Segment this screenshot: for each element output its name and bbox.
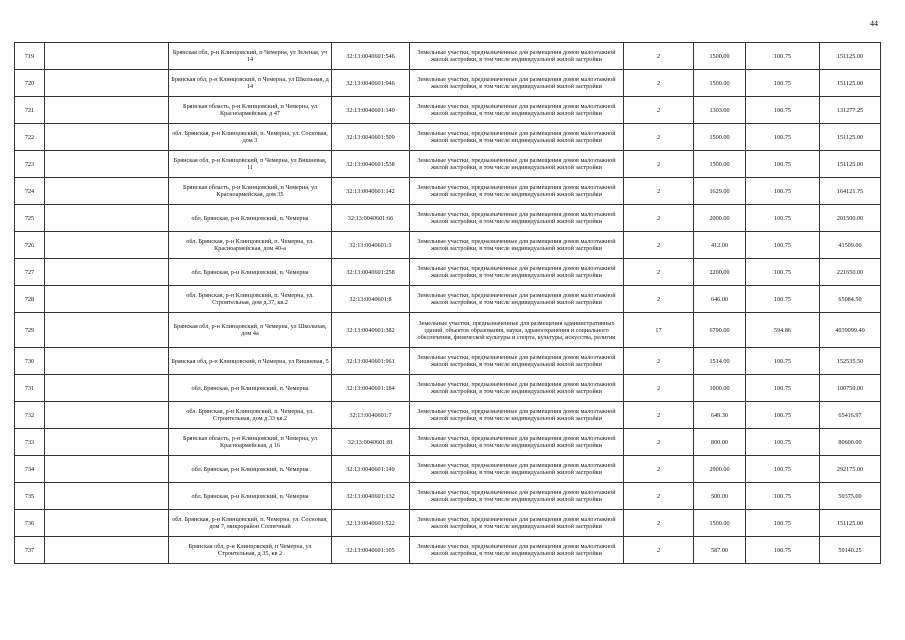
blank-cell [45,97,169,124]
cadastral-number-cell: 32:13:0040601:258 [332,259,410,286]
land-use-purpose-cell: Земельные участки, предназначенные для размещения домов малоэтажной жилой застройки, в том числе индивидуальной жилой застройки [410,178,624,205]
blank-cell [45,232,169,259]
cadastral-value-cell: 221650.00 [820,259,881,286]
group-code-cell: 2 [624,537,694,564]
address-cell: обл. Брянская, р-н Клинцовский, п. Чемерна, ул. Сосновая, дом 3 [169,124,332,151]
group-code-cell: 2 [624,348,694,375]
area-cell: 800.00 [694,429,746,456]
group-code-cell: 2 [624,429,694,456]
address-cell: Брянская обл, р-н Клинцовский, п Чемерна, ул Вишневая, 11 [169,151,332,178]
cadastral-value-cell: 151125.00 [820,124,881,151]
cadastral-number-cell: 32:13:0040601:8 [332,286,410,313]
cadastral-number-cell: 32:13:0040601:961 [332,348,410,375]
specific-value-cell: 100.75 [746,178,820,205]
blank-cell [45,537,169,564]
row-number-cell: 727 [15,259,45,286]
table-row [15,151,881,178]
table-row [15,124,881,151]
specific-value-cell: 100.75 [746,510,820,537]
table-row [15,205,881,232]
table-row [15,537,881,564]
cadastral-value-cell: 41509.00 [820,232,881,259]
area-cell: 500.00 [694,483,746,510]
cadastral-number-cell: 32:13:0040601:509 [332,124,410,151]
address-cell: Брянская область, р-н Клинцовский, п Чемерна, ул Красноармейская, д 47 [169,97,332,124]
specific-value-cell: 594.86 [746,313,820,348]
group-code-cell: 2 [624,510,694,537]
cadastral-number-cell: 32:13:0040601:382 [332,313,410,348]
group-code-cell: 2 [624,286,694,313]
table-row [15,43,881,70]
row-number-cell: 735 [15,483,45,510]
group-code-cell: 2 [624,43,694,70]
cadastral-value-cell: 131277.25 [820,97,881,124]
specific-value-cell: 100.75 [746,286,820,313]
address-cell: обл. Брянская, р-н Клинцовский, п. Чемерна [169,483,332,510]
cadastral-number-cell: 32:13:0040601:105 [332,537,410,564]
area-cell: 587.00 [694,537,746,564]
row-number-cell: 725 [15,205,45,232]
address-cell: обл. Брянская, р-н Клинцовский, п. Чемерна, ул. Строительная, дом д.37, кв.2 [169,286,332,313]
group-code-cell: 2 [624,375,694,402]
blank-cell [45,375,169,402]
group-code-cell: 2 [624,402,694,429]
area-cell: 412.00 [694,232,746,259]
address-cell: обл. Брянская, р-н Клинцовский, п. Чемерна [169,205,332,232]
address-cell: Брянская обл, р-н Клинцовский, п Чемерна, ул Вишневая, 5 [169,348,332,375]
row-number-cell: 724 [15,178,45,205]
cadastral-number-cell: 32:13:0040601:81 [332,429,410,456]
address-cell: обл. Брянская, р-н Клинцовский, п. Чемерна [169,259,332,286]
specific-value-cell: 100.75 [746,43,820,70]
address-cell: Брянская обл, р-н Клинцовский, п Чемерна, ул Школьная, д 14 [169,70,332,97]
group-code-cell: 17 [624,313,694,348]
row-number-cell: 723 [15,151,45,178]
row-number-cell: 729 [15,313,45,348]
area-cell: 1500.00 [694,124,746,151]
cadastral-value-cell: 4039099.40 [820,313,881,348]
specific-value-cell: 100.75 [746,151,820,178]
group-code-cell: 2 [624,70,694,97]
address-cell: Брянская обл, р-н Клинцовский, п Чемерна, ул Зеленая, уч 14 [169,43,332,70]
table-row [15,178,881,205]
area-cell: 649.30 [694,402,746,429]
table-row [15,259,881,286]
land-use-purpose-cell: Земельные участки, предназначенные для размещения домов малоэтажной жилой застройки, в том числе индивидуальной жилой застройки [410,429,624,456]
row-number-cell: 733 [15,429,45,456]
row-number-cell: 720 [15,70,45,97]
area-cell: 1500.00 [694,510,746,537]
land-use-purpose-cell: Земельные участки, предназначенные для размещения домов малоэтажной жилой застройки, в том числе индивидуальной жилой застройки [410,510,624,537]
cadastral-number-cell: 32:13:0040601:7 [332,402,410,429]
table-row [15,232,881,259]
area-cell: 2200.00 [694,259,746,286]
area-cell: 646.00 [694,286,746,313]
area-cell: 1629.00 [694,178,746,205]
blank-cell [45,456,169,483]
land-use-purpose-cell: Земельные участки, предназначенные для размещения домов малоэтажной жилой застройки, в том числе индивидуальной жилой застройки [410,483,624,510]
group-code-cell: 2 [624,97,694,124]
cadastral-value-cell: 80600.00 [820,429,881,456]
specific-value-cell: 100.75 [746,456,820,483]
address-cell: Брянская обл, р-н Клинцовский, п Чемерна, ул Школьная, дом 4а [169,313,332,348]
specific-value-cell: 100.75 [746,537,820,564]
land-use-purpose-cell: Земельные участки, предназначенные для размещения домов малоэтажной жилой застройки, в том числе индивидуальной жилой застройки [410,375,624,402]
land-use-purpose-cell: Земельные участки, предназначенные для размещения домов малоэтажной жилой застройки, в том числе индивидуальной жилой застройки [410,259,624,286]
address-cell: Брянская область, р-н Клинцовский, п Чемерна, ул Красноармейская, д 16 [169,429,332,456]
table-row [15,313,881,348]
cadastral-number-cell: 32:13:0040601:149 [332,456,410,483]
specific-value-cell: 100.75 [746,375,820,402]
blank-cell [45,124,169,151]
row-number-cell: 721 [15,97,45,124]
address-cell: обл. Брянская, р-н Клинцовский, п. Чемерна, ул. Красноармейская, дом 40-а [169,232,332,259]
blank-cell [45,402,169,429]
area-cell: 1303.00 [694,97,746,124]
row-number-cell: 730 [15,348,45,375]
cadastral-number-cell: 32:13:0040601:538 [332,151,410,178]
table-row [15,375,881,402]
address-cell: Брянская область, р-н Клинцовский, п Чемерна, ул Красноармейская, дом 35 [169,178,332,205]
area-cell: 2000.00 [694,205,746,232]
cadastral-value-cell: 50375.00 [820,483,881,510]
address-cell: Брянская обл, р-н Клинцовский, п Чемерна, ул Строительная, д 35, кв 2 [169,537,332,564]
land-use-purpose-cell: Земельные участки, предназначенные для размещения домов малоэтажной жилой застройки, в том числе индивидуальной жилой застройки [410,402,624,429]
blank-cell [45,178,169,205]
page-number: 44 [870,19,878,28]
land-use-purpose-cell: Земельные участки, предназначенные для размещения домов малоэтажной жилой застройки, в том числе индивидуальной жилой застройки [410,205,624,232]
row-number-cell: 734 [15,456,45,483]
address-cell: обл. Брянская, р-н Клинцовский, п. Чемерна [169,456,332,483]
group-code-cell: 2 [624,124,694,151]
row-number-cell: 732 [15,402,45,429]
land-use-purpose-cell: Земельные участки, предназначенные для размещения домов малоэтажной жилой застройки, в том числе индивидуальной жилой застройки [410,124,624,151]
specific-value-cell: 100.75 [746,97,820,124]
specific-value-cell: 100.75 [746,205,820,232]
area-cell: 1500.00 [694,70,746,97]
address-cell: обл. Брянская, р-н Клинцовский, п. Чемерна [169,375,332,402]
land-use-purpose-cell: Земельные участки, предназначенные для размещения домов малоэтажной жилой застройки, в том числе индивидуальной жилой застройки [410,43,624,70]
cadastral-value-cell: 65084.50 [820,286,881,313]
blank-cell [45,483,169,510]
row-number-cell: 731 [15,375,45,402]
specific-value-cell: 100.75 [746,124,820,151]
blank-cell [45,70,169,97]
specific-value-cell: 100.75 [746,429,820,456]
land-use-purpose-cell: Земельные участки, предназначенные для размещения домов малоэтажной жилой застройки, в том числе индивидуальной жилой застройки [410,537,624,564]
group-code-cell: 2 [624,259,694,286]
table-row [15,402,881,429]
area-cell: 1500.00 [694,151,746,178]
blank-cell [45,429,169,456]
cadastral-value-cell: 201500.00 [820,205,881,232]
specific-value-cell: 100.75 [746,402,820,429]
table-row [15,429,881,456]
land-use-purpose-cell: Земельные участки, предназначенные для размещения домов малоэтажной жилой застройки, в том числе индивидуальной жилой застройки [410,348,624,375]
blank-cell [45,259,169,286]
blank-cell [45,313,169,348]
table-row [15,70,881,97]
blank-cell [45,348,169,375]
group-code-cell: 2 [624,232,694,259]
cadastral-number-cell: 32:13:0040601:522 [332,510,410,537]
group-code-cell: 2 [624,151,694,178]
cadastral-number-cell: 32:13:0040601:546 [332,43,410,70]
land-use-purpose-cell: Земельные участки, предназначенные для размещения административных зданий, объектов образования, науки, здравоохранения и социального обеспечения, физической культуры и спорта, культуры, искусства, религии [410,313,624,348]
table-body [15,43,881,564]
cadastral-value-cell: 65416.97 [820,402,881,429]
row-number-cell: 737 [15,537,45,564]
blank-cell [45,205,169,232]
cadastral-value-cell: 164121.75 [820,178,881,205]
area-cell: 6790.00 [694,313,746,348]
specific-value-cell: 100.75 [746,483,820,510]
blank-cell [45,151,169,178]
address-cell: обл. Брянская, р-н Клинцовский, п. Чемерна, ул. Строительная, дом д.33 кв.2 [169,402,332,429]
cadastral-value-cell: 151125.00 [820,70,881,97]
land-use-purpose-cell: Земельные участки, предназначенные для размещения домов малоэтажной жилой застройки, в том числе индивидуальной жилой застройки [410,70,624,97]
table-row [15,97,881,124]
area-cell: 1514.00 [694,348,746,375]
table-row [15,483,881,510]
row-number-cell: 728 [15,286,45,313]
cadastral-number-cell: 32:13:0040601:140 [332,97,410,124]
area-cell: 1500.00 [694,43,746,70]
row-number-cell: 719 [15,43,45,70]
land-use-purpose-cell: Земельные участки, предназначенные для размещения домов малоэтажной жилой застройки, в том числе индивидуальной жилой застройки [410,232,624,259]
land-use-purpose-cell: Земельные участки, предназначенные для размещения домов малоэтажной жилой застройки, в том числе индивидуальной жилой застройки [410,286,624,313]
blank-cell [45,510,169,537]
table-row [15,286,881,313]
cadastral-number-cell: 32:13:0040601:142 [332,178,410,205]
cadastral-number-cell: 32:13:0040601:946 [332,70,410,97]
blank-cell [45,286,169,313]
area-cell: 2900.00 [694,456,746,483]
land-use-purpose-cell: Земельные участки, предназначенные для размещения домов малоэтажной жилой застройки, в том числе индивидуальной жилой застройки [410,151,624,178]
group-code-cell: 2 [624,456,694,483]
cadastral-number-cell: 32:13:0040601:132 [332,483,410,510]
row-number-cell: 736 [15,510,45,537]
cadastral-number-cell: 32:13:0040601:3 [332,232,410,259]
address-cell: обл. Брянская, р-н Клинцовский, п. Чемерна, ул. Сосновая, дом 7, микрорайон Солнечный [169,510,332,537]
specific-value-cell: 100.75 [746,348,820,375]
land-use-purpose-cell: Земельные участки, предназначенные для размещения домов малоэтажной жилой застройки, в том числе индивидуальной жилой застройки [410,97,624,124]
cadastral-value-cell: 292175.00 [820,456,881,483]
group-code-cell: 2 [624,205,694,232]
cadastral-number-cell: 32:13:0040601:184 [332,375,410,402]
table-row [15,348,881,375]
blank-cell [45,43,169,70]
group-code-cell: 2 [624,178,694,205]
land-plots-table [14,42,881,564]
specific-value-cell: 100.75 [746,259,820,286]
cadastral-value-cell: 151125.00 [820,510,881,537]
cadastral-value-cell: 151125.00 [820,43,881,70]
cadastral-value-cell: 151125.00 [820,151,881,178]
specific-value-cell: 100.75 [746,70,820,97]
group-code-cell: 2 [624,483,694,510]
cadastral-number-cell: 32:13:0040601:66 [332,205,410,232]
land-use-purpose-cell: Земельные участки, предназначенные для размещения домов малоэтажной жилой застройки, в том числе индивидуальной жилой застройки [410,456,624,483]
row-number-cell: 722 [15,124,45,151]
area-cell: 1000.00 [694,375,746,402]
row-number-cell: 726 [15,232,45,259]
cadastral-value-cell: 152535.50 [820,348,881,375]
table-row [15,456,881,483]
specific-value-cell: 100.75 [746,232,820,259]
cadastral-value-cell: 59140.25 [820,537,881,564]
table-row [15,510,881,537]
cadastral-value-cell: 100750.00 [820,375,881,402]
